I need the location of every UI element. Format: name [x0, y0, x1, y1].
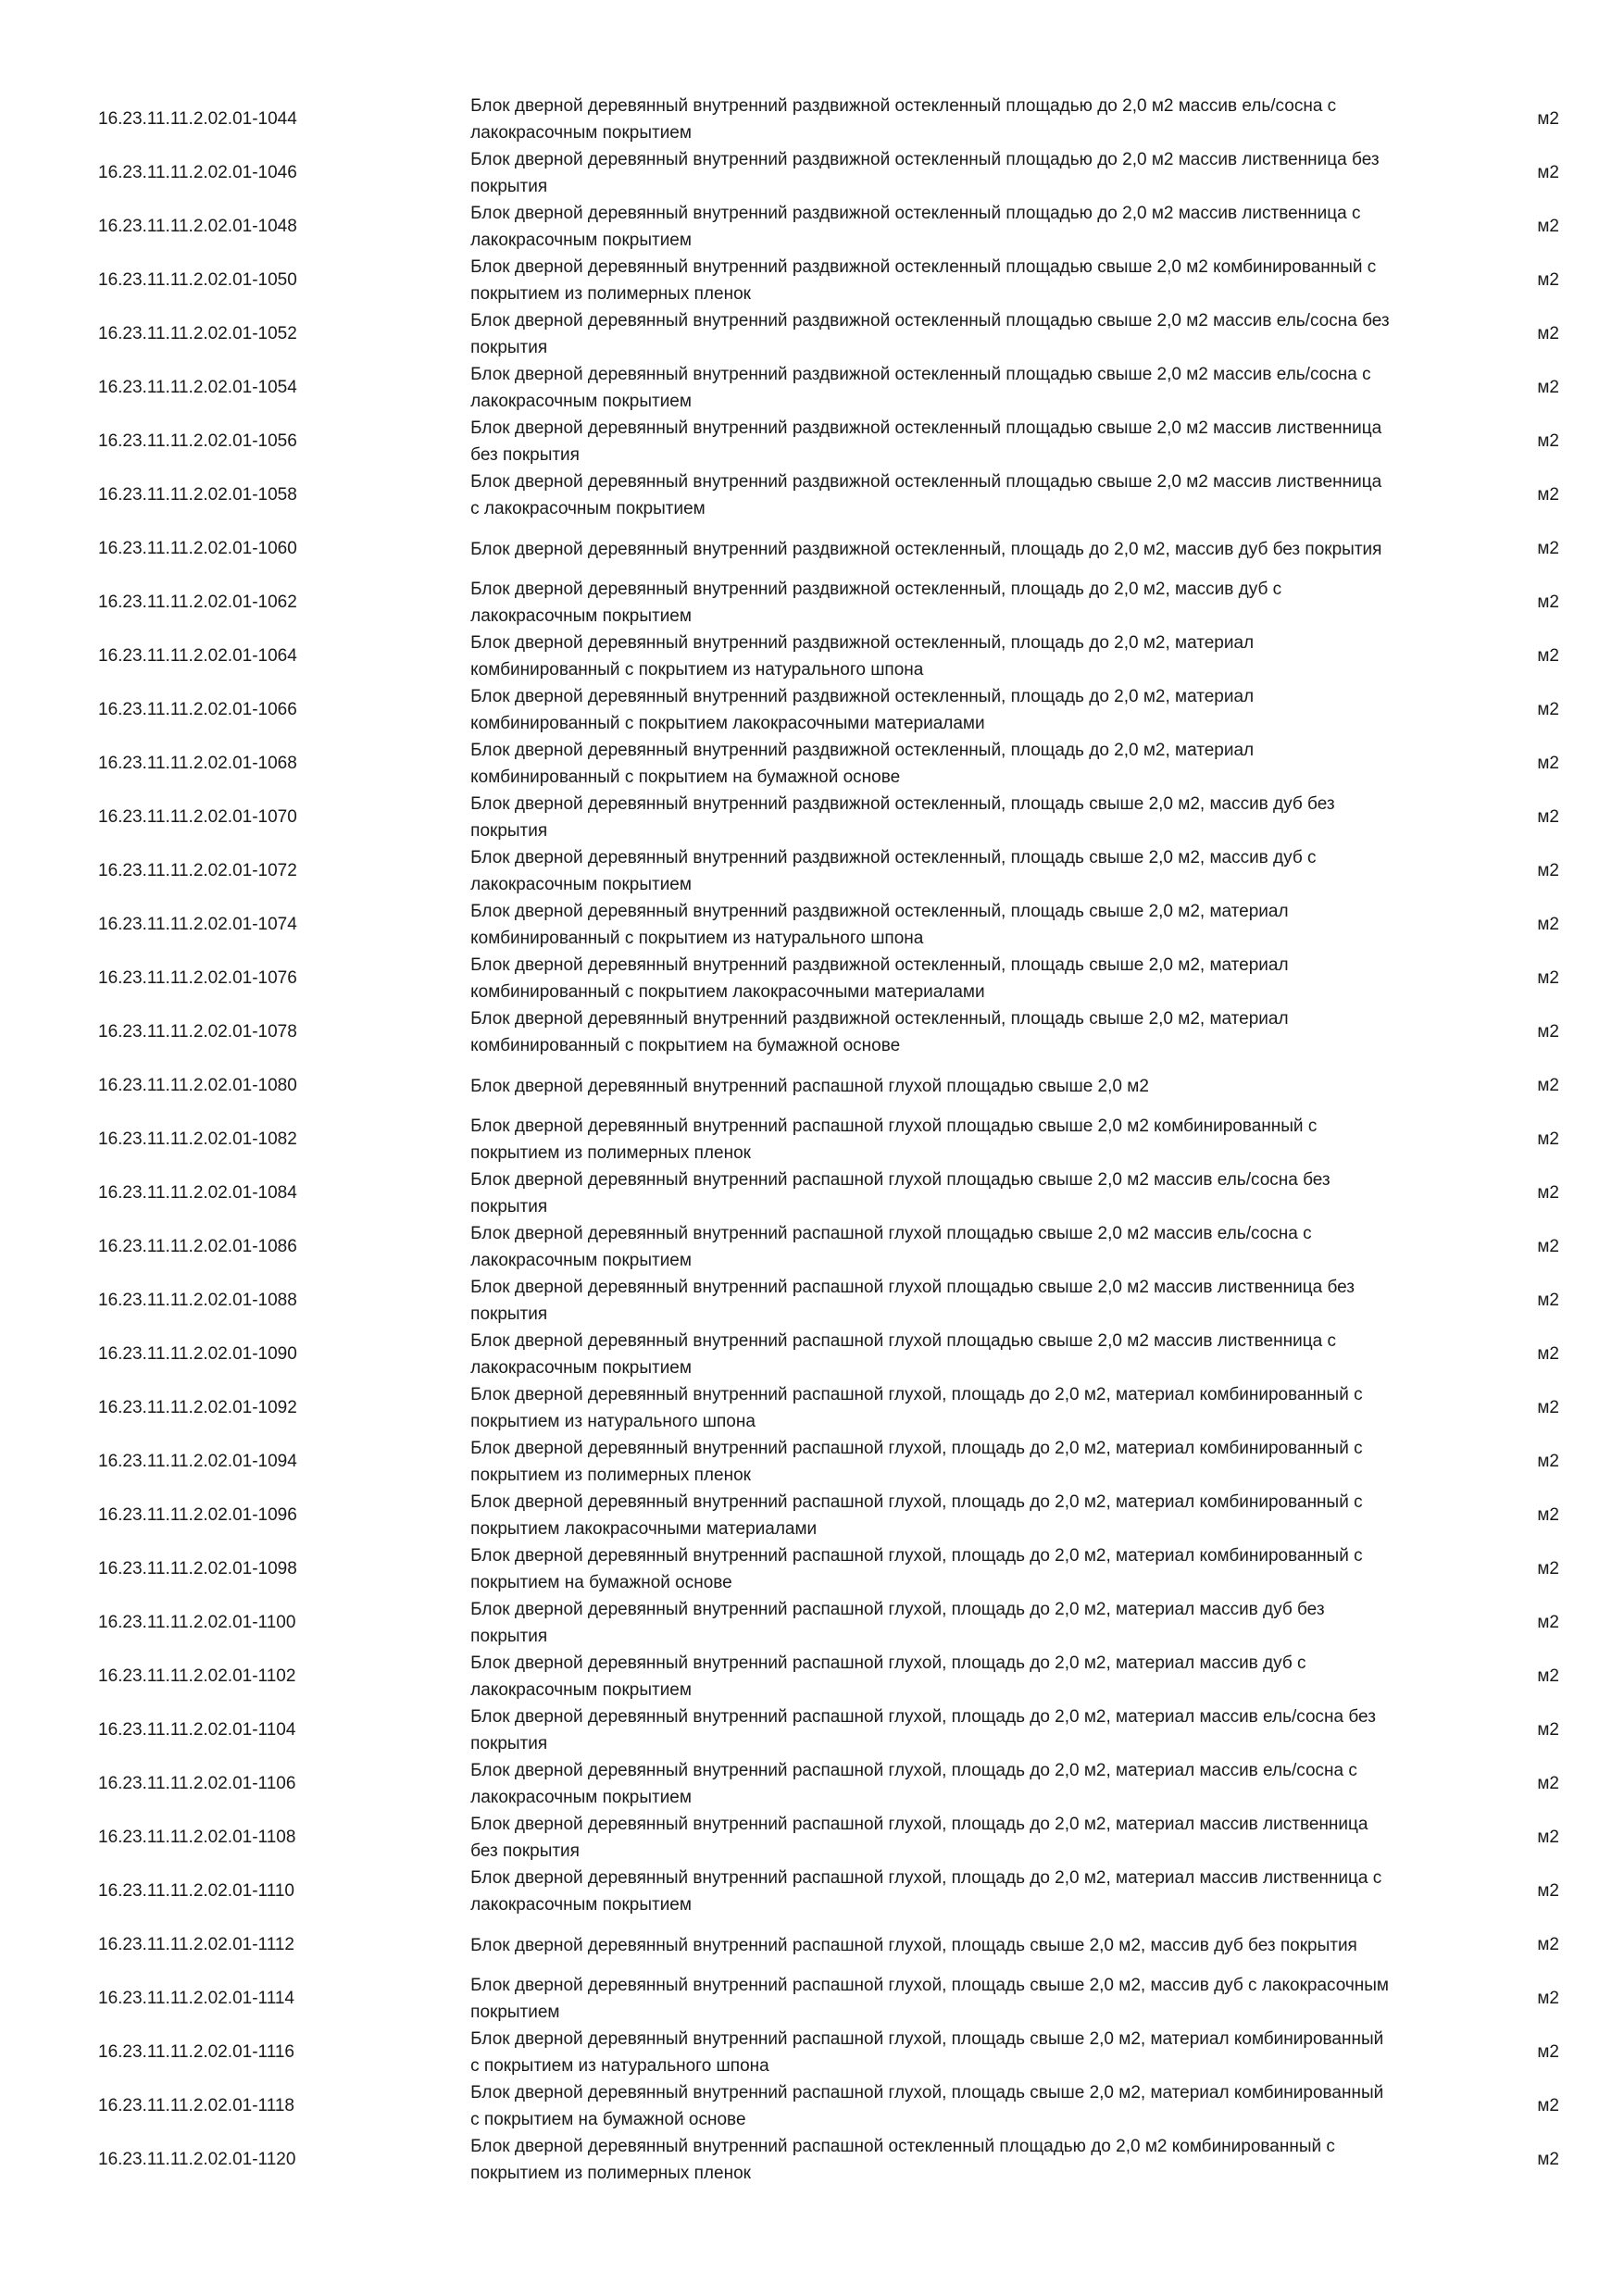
- item-unit: м2: [1537, 2096, 1559, 2115]
- item-code: 16.23.11.11.2.02.01-1060: [98, 539, 297, 558]
- item-unit: м2: [1537, 485, 1559, 505]
- item-code: 16.23.11.11.2.02.01-1066: [98, 700, 297, 719]
- table-row: [0, 2026, 1624, 2079]
- item-unit: м2: [1537, 1452, 1559, 1471]
- table-row: [0, 1489, 1624, 1542]
- item-unit: м2: [1537, 1828, 1559, 1847]
- item-unit: м2: [1537, 539, 1559, 558]
- table-row: [0, 791, 1624, 844]
- item-unit: м2: [1537, 109, 1559, 129]
- item-code: 16.23.11.11.2.02.01-1116: [98, 2042, 294, 2062]
- item-description: Блок дверной деревянный внутренний распашной глухой площадью свыше 2,0 м2 массив ель/сосна без покрытия: [470, 1170, 1330, 1217]
- item-unit: м2: [1537, 1559, 1559, 1578]
- item-code: 16.23.11.11.2.02.01-1050: [98, 270, 297, 290]
- table-row: [0, 683, 1624, 737]
- item-code: 16.23.11.11.2.02.01-1070: [98, 807, 297, 827]
- item-unit: м2: [1537, 754, 1559, 773]
- table-row: [0, 415, 1624, 468]
- item-description: Блок дверной деревянный внутренний распашной глухой, площадь до 2,0 м2, материал массив ель/сосна с лакокрасочным покрытием: [470, 1761, 1357, 1807]
- item-code: 16.23.11.11.2.02.01-1054: [98, 378, 297, 397]
- item-description: Блок дверной деревянный внутренний раздвижной остекленный площадью свыше 2,0 м2 комбинированный с покрытием из полимерных пленок: [470, 257, 1377, 304]
- item-unit: м2: [1537, 1237, 1559, 1256]
- table-row: [0, 1167, 1624, 1220]
- item-code: 16.23.11.11.2.02.01-1084: [98, 1183, 297, 1203]
- item-code: 16.23.11.11.2.02.01-1080: [98, 1076, 297, 1095]
- item-unit: м2: [1537, 915, 1559, 934]
- item-description: Блок дверной деревянный внутренний распашной глухой, площадь свыше 2,0 м2, материал комбинированный с покрытием на бумажной основе: [470, 2083, 1384, 2129]
- table-row: [0, 952, 1624, 1005]
- table-row: [0, 1703, 1624, 1757]
- item-description: Блок дверной деревянный внутренний раздвижной остекленный, площадь до 2,0 м2, материал комбинированный с покрытием на бумажной основе: [470, 741, 1255, 787]
- item-code: 16.23.11.11.2.02.01-1098: [98, 1559, 297, 1578]
- item-description: Блок дверной деревянный внутренний раздвижной остекленный, площадь свыше 2,0 м2, массив дуб без покрытия: [470, 794, 1335, 841]
- item-code: 16.23.11.11.2.02.01-1106: [98, 1774, 296, 1793]
- item-description: Блок дверной деревянный внутренний распашной глухой, площадь свыше 2,0 м2, массив дуб без покрытия: [470, 1935, 1357, 1955]
- item-description: Блок дверной деревянный внутренний раздвижной остекленный площадью свыше 2,0 м2 массив лиственница с лакокрасочным покрытием: [470, 472, 1382, 518]
- item-description: Блок дверной деревянный внутренний раздвижной остекленный, площадь свыше 2,0 м2, материал комбинированный с покрытием на бумажной основе: [470, 1009, 1289, 1055]
- item-code: 16.23.11.11.2.02.01-1120: [98, 2150, 296, 2169]
- item-code: 16.23.11.11.2.02.01-1108: [98, 1828, 296, 1847]
- table-row: [0, 146, 1624, 200]
- item-description: Блок дверной деревянный внутренний раздвижной остекленный, площадь свыше 2,0 м2, материал комбинированный с покрытием из натурального шпона: [470, 902, 1289, 948]
- item-code: 16.23.11.11.2.02.01-1102: [98, 1666, 296, 1686]
- table-row: [0, 1757, 1624, 1811]
- item-description: Блок дверной деревянный внутренний распашной глухой площадью свыше 2,0 м2 массив ель/сосна с лакокрасочным покрытием: [470, 1224, 1312, 1270]
- item-unit: м2: [1537, 1505, 1559, 1525]
- table-row: [0, 737, 1624, 791]
- table-row: [0, 1220, 1624, 1274]
- item-code: 16.23.11.11.2.02.01-1092: [98, 1398, 297, 1417]
- item-description: Блок дверной деревянный внутренний раздвижной остекленный, площадь до 2,0 м2, массив дуб с лакокрасочным покрытием: [470, 580, 1282, 626]
- item-unit: м2: [1537, 270, 1559, 290]
- table-row: [0, 1113, 1624, 1167]
- item-code: 16.23.11.11.2.02.01-1114: [98, 1989, 294, 2008]
- item-description: Блок дверной деревянный внутренний распашной глухой, площадь до 2,0 м2, материал массив дуб с лакокрасочным покрытием: [470, 1653, 1306, 1700]
- item-code: 16.23.11.11.2.02.01-1100: [98, 1613, 296, 1632]
- table-row: [0, 1274, 1624, 1328]
- item-description: Блок дверной деревянный внутренний раздвижной остекленный, площадь свыше 2,0 м2, массив дуб с лакокрасочным покрытием: [470, 848, 1317, 894]
- item-unit: м2: [1537, 861, 1559, 880]
- table-row: [0, 898, 1624, 952]
- item-description: Блок дверной деревянный внутренний раздвижной остекленный площадью до 2,0 м2 массив ель/сосна с лакокрасочным покрытием: [470, 96, 1337, 143]
- item-unit: м2: [1537, 378, 1559, 397]
- item-code: 16.23.11.11.2.02.01-1090: [98, 1344, 297, 1364]
- item-code: 16.23.11.11.2.02.01-1056: [98, 431, 297, 451]
- item-code: 16.23.11.11.2.02.01-1048: [98, 217, 297, 236]
- table-row: [0, 2079, 1624, 2133]
- item-code: 16.23.11.11.2.02.01-1086: [98, 1237, 297, 1256]
- item-unit: м2: [1537, 1076, 1559, 1095]
- item-unit: м2: [1537, 163, 1559, 182]
- table-row: [0, 1972, 1624, 2026]
- table-row: [0, 1328, 1624, 1381]
- item-description: Блок дверной деревянный внутренний распашной глухой, площадь свыше 2,0 м2, массив дуб с лакокрасочным покрытием: [470, 1976, 1389, 2022]
- item-unit: м2: [1537, 1935, 1559, 1954]
- item-unit: м2: [1537, 1989, 1559, 2008]
- table-row: [0, 254, 1624, 307]
- item-unit: м2: [1537, 2042, 1559, 2062]
- item-unit: м2: [1537, 1398, 1559, 1417]
- item-description: Блок дверной деревянный внутренний распашной глухой, площадь до 2,0 м2, материал комбинированный с покрытием лакокрасочными материалами: [470, 1492, 1363, 1539]
- table-row: [0, 1381, 1624, 1435]
- table-row: [0, 1005, 1624, 1059]
- item-unit: м2: [1537, 700, 1559, 719]
- item-unit: м2: [1537, 807, 1559, 827]
- table-row: [0, 630, 1624, 683]
- item-code: 16.23.11.11.2.02.01-1074: [98, 915, 297, 934]
- item-unit: м2: [1537, 1291, 1559, 1310]
- item-description: Блок дверной деревянный внутренний раздвижной остекленный, площадь до 2,0 м2, материал комбинированный с покрытием лакокрасочными материалами: [470, 687, 1255, 733]
- item-description: Блок дверной деревянный внутренний распашной глухой площадью свыше 2,0 м2: [470, 1076, 1149, 1096]
- table-row: [0, 1542, 1624, 1596]
- item-code: 16.23.11.11.2.02.01-1068: [98, 754, 297, 773]
- table-row: [0, 361, 1624, 415]
- table-row: [0, 1596, 1624, 1650]
- item-code: 16.23.11.11.2.02.01-1062: [98, 593, 297, 612]
- table-body: [0, 93, 1624, 2187]
- item-unit: м2: [1537, 593, 1559, 612]
- item-description: Блок дверной деревянный внутренний раздвижной остекленный, площадь свыше 2,0 м2, материал комбинированный с покрытием лакокрасочными материалами: [470, 955, 1289, 1002]
- item-code: 16.23.11.11.2.02.01-1064: [98, 646, 297, 666]
- item-code: 16.23.11.11.2.02.01-1044: [98, 109, 297, 129]
- item-code: 16.23.11.11.2.02.01-1082: [98, 1129, 297, 1149]
- item-code: 16.23.11.11.2.02.01-1088: [98, 1291, 297, 1310]
- item-unit: м2: [1537, 431, 1559, 451]
- item-unit: м2: [1537, 1720, 1559, 1740]
- item-description: Блок дверной деревянный внутренний раздвижной остекленный площадью до 2,0 м2 массив лиственница с лакокрасочным покрытием: [470, 204, 1361, 250]
- item-description: Блок дверной деревянный внутренний раздвижной остекленный площадью свыше 2,0 м2 массив ель/сосна с лакокрасочным покрытием: [470, 365, 1371, 411]
- item-code: 16.23.11.11.2.02.01-1046: [98, 163, 297, 182]
- item-description: Блок дверной деревянный внутренний раздвижной остекленный площадью свыше 2,0 м2 массив ель/сосна без покрытия: [470, 311, 1390, 357]
- item-unit: м2: [1537, 1129, 1559, 1149]
- table-row: [0, 522, 1624, 576]
- item-code: 16.23.11.11.2.02.01-1052: [98, 324, 297, 343]
- item-unit: м2: [1537, 217, 1559, 236]
- item-unit: м2: [1537, 1183, 1559, 1203]
- item-unit: м2: [1537, 1344, 1559, 1364]
- item-code: 16.23.11.11.2.02.01-1118: [98, 2096, 294, 2115]
- item-description: Блок дверной деревянный внутренний распашной остекленный площадью до 2,0 м2 комбинированный с покрытием из полимерных пленок: [470, 2137, 1335, 2183]
- item-unit: м2: [1537, 646, 1559, 666]
- item-unit: м2: [1537, 968, 1559, 988]
- table-row: [0, 1650, 1624, 1703]
- item-description: Блок дверной деревянный внутренний распашной глухой, площадь до 2,0 м2, материал комбинированный с покрытием из натурального шпона: [470, 1385, 1363, 1431]
- item-description: Блок дверной деревянный внутренний распашной глухой площадью свыше 2,0 м2 массив лиственница с лакокрасочным покрытием: [470, 1331, 1336, 1378]
- item-code: 16.23.11.11.2.02.01-1112: [98, 1935, 294, 1954]
- table-row: [0, 576, 1624, 630]
- item-unit: м2: [1537, 1613, 1559, 1632]
- item-code: 16.23.11.11.2.02.01-1078: [98, 1022, 297, 1042]
- item-description: Блок дверной деревянный внутренний распашной глухой, площадь до 2,0 м2, материал комбинированный с покрытием на бумажной основе: [470, 1546, 1363, 1592]
- table-row: [0, 468, 1624, 522]
- item-description: Блок дверной деревянный внутренний распашной глухой площадью свыше 2,0 м2 массив лиственница без покрытия: [470, 1278, 1355, 1324]
- table-row: [0, 1435, 1624, 1489]
- table-row: [0, 1059, 1624, 1113]
- item-code: 16.23.11.11.2.02.01-1076: [98, 968, 297, 988]
- table-row: [0, 844, 1624, 898]
- table-row: [0, 1918, 1624, 1972]
- item-code: 16.23.11.11.2.02.01-1072: [98, 861, 297, 880]
- item-code: 16.23.11.11.2.02.01-1110: [98, 1881, 294, 1901]
- table-row: [0, 1811, 1624, 1865]
- item-code: 16.23.11.11.2.02.01-1104: [98, 1720, 296, 1740]
- table-row: [0, 93, 1624, 146]
- item-unit: м2: [1537, 324, 1559, 343]
- item-description: Блок дверной деревянный внутренний распашной глухой, площадь до 2,0 м2, материал массив дуб без покрытия: [470, 1600, 1325, 1646]
- item-unit: м2: [1537, 2150, 1559, 2169]
- table-row: [0, 1865, 1624, 1918]
- item-description: Блок дверной деревянный внутренний распашной глухой, площадь до 2,0 м2, материал комбинированный с покрытием из полимерных пленок: [470, 1439, 1363, 1485]
- item-code: 16.23.11.11.2.02.01-1096: [98, 1505, 297, 1525]
- item-unit: м2: [1537, 1022, 1559, 1042]
- item-description: Блок дверной деревянный внутренний раздвижной остекленный, площадь до 2,0 м2, массив дуб без покрытия: [470, 539, 1382, 559]
- item-code: 16.23.11.11.2.02.01-1058: [98, 485, 297, 505]
- item-unit: м2: [1537, 1774, 1559, 1793]
- item-unit: м2: [1537, 1881, 1559, 1901]
- item-description: Блок дверной деревянный внутренний раздвижной остекленный площадью свыше 2,0 м2 массив лиственница без покрытия: [470, 418, 1382, 465]
- item-description: Блок дверной деревянный внутренний раздвижной остекленный площадью до 2,0 м2 массив лиственница без покрытия: [470, 150, 1380, 196]
- table-row: [0, 2133, 1624, 2187]
- table-row: [0, 200, 1624, 254]
- item-description: Блок дверной деревянный внутренний распашной глухой, площадь до 2,0 м2, материал массив лиственница без покрытия: [470, 1815, 1368, 1861]
- item-description: Блок дверной деревянный внутренний раздвижной остекленный, площадь до 2,0 м2, материал комбинированный с покрытием из натурального шпона: [470, 633, 1255, 680]
- item-description: Блок дверной деревянный внутренний распашной глухой, площадь свыше 2,0 м2, материал комбинированный с покрытием из натурального шпона: [470, 2029, 1384, 2076]
- item-description: Блок дверной деревянный внутренний распашной глухой, площадь до 2,0 м2, материал массив лиственница с лакокрасочным покрытием: [470, 1868, 1382, 1915]
- item-description: Блок дверной деревянный внутренний распашной глухой площадью свыше 2,0 м2 комбинированный с покрытием из полимерных пленок: [470, 1117, 1318, 1163]
- document-table: [0, 93, 1624, 2187]
- item-description: Блок дверной деревянный внутренний распашной глухой, площадь до 2,0 м2, материал массив ель/сосна без покрытия: [470, 1707, 1376, 1753]
- table-row: [0, 307, 1624, 361]
- item-unit: м2: [1537, 1666, 1559, 1686]
- item-code: 16.23.11.11.2.02.01-1094: [98, 1452, 297, 1471]
